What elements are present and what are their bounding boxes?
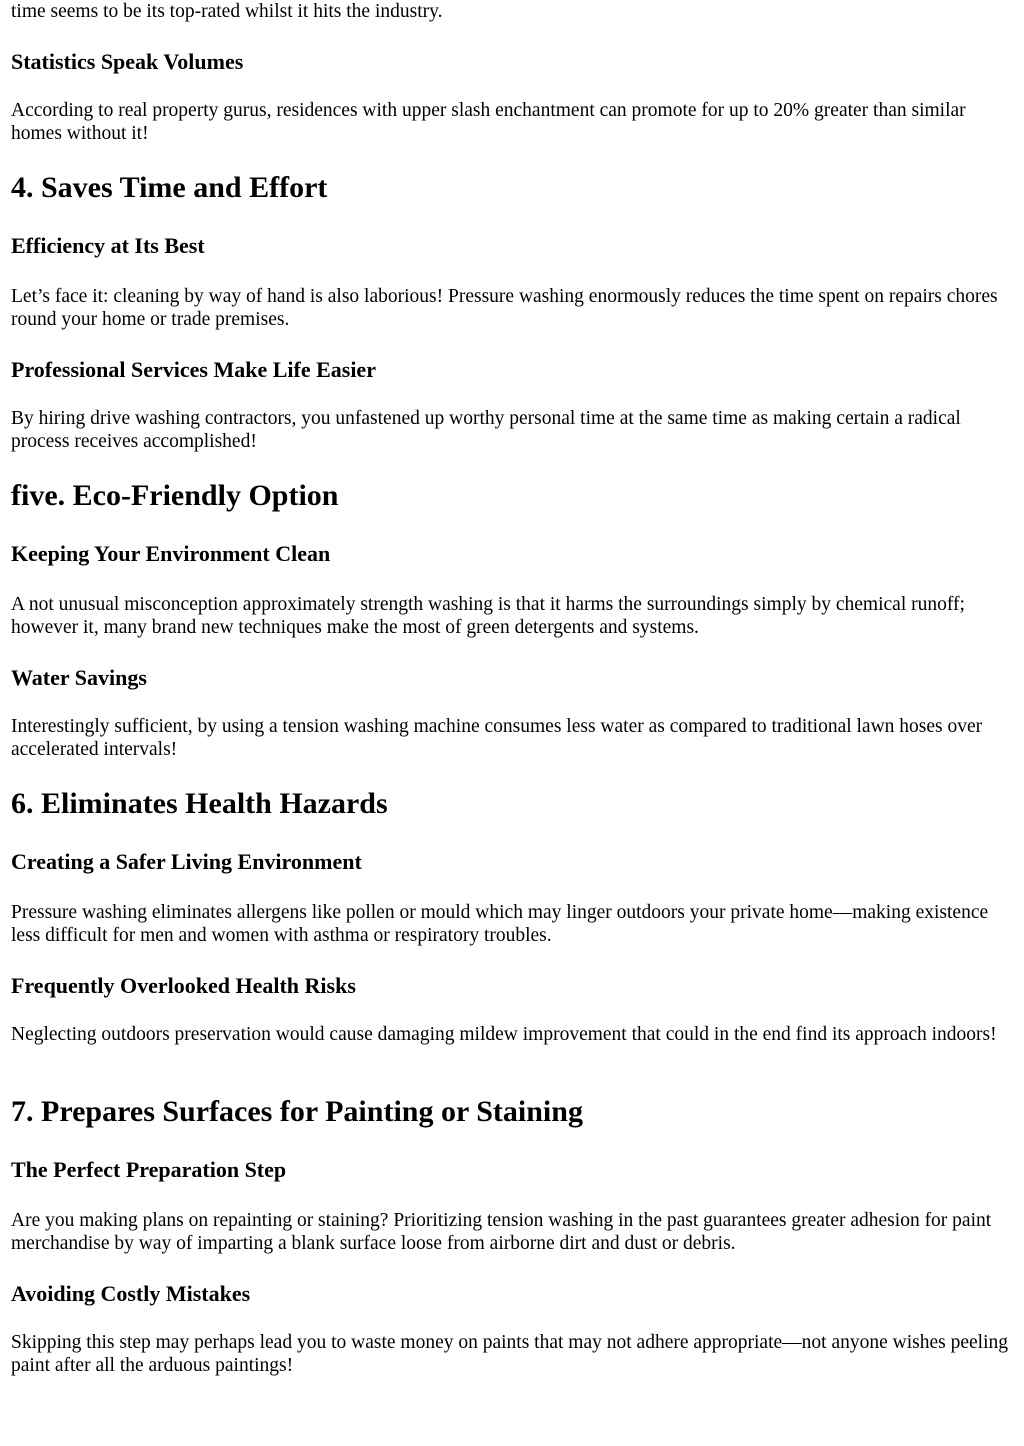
subheading-health-risks: Frequently Overlooked Health Risks	[11, 973, 356, 998]
paragraph-water-savings: Interestingly sufficient, by using a tension washing machine consumes less water as compared to traditional lawn hoses over accelerated intervals!	[11, 716, 983, 760]
subheading-costly-mistakes: Avoiding Costly Mistakes	[11, 1281, 251, 1306]
intro-tail-paragraph: time seems to be its top-rated whilst it hits the industry.	[11, 1, 443, 22]
paragraph-health-risks: Neglecting outdoors preservation would cause damaging mildew improvement that could in the end find its approach indoors!	[11, 1024, 997, 1045]
paragraph-efficiency: Let’s face it: cleaning by way of hand is also laborious! Pressure washing enormously reduces the time spent on repairs chores round your home or trade premises.	[11, 286, 998, 330]
paragraph-professional-services: By hiring drive washing contractors, you unfastened up worthy personal time at the same time as making certain a radical process receives accomplished!	[11, 408, 961, 452]
paragraph-preparation: Are you making plans on repainting or staining? Prioritizing tension washing in the past guarantees greater adhesion for paint merchandise by way of imparting a blank surface loose from airborne dirt and dust or debris.	[11, 1210, 992, 1254]
subheading-statistics: Statistics Speak Volumes	[11, 49, 244, 74]
paragraph-safer-living: Pressure washing eliminates allergens like pollen or mould which may linger outdoors your private home—making existence less difficult for men and women with asthma or respiratory troubles.	[11, 902, 989, 946]
subheading-efficiency: Efficiency at Its Best	[11, 233, 205, 258]
section-heading-6: 6. Eliminates Health Hazards	[11, 787, 388, 820]
section-heading-5: five. Eco-Friendly Option	[11, 479, 339, 512]
paragraph-environment: A not unusual misconception approximately strength washing is that it harms the surroundings simply by chemical runoff; however it, many brand new techniques make the most of green detergents and systems.	[11, 594, 965, 638]
subheading-preparation: The Perfect Preparation Step	[11, 1157, 287, 1182]
paragraph-statistics: According to real property gurus, residences with upper slash enchantment can promote for up to 20% greater than similar homes without it!	[11, 100, 966, 144]
subheading-environment: Keeping Your Environment Clean	[11, 541, 331, 566]
subheading-professional-services: Professional Services Make Life Easier	[11, 357, 376, 382]
subheading-safer-living: Creating a Safer Living Environment	[11, 849, 362, 874]
section-heading-4: 4. Saves Time and Effort	[11, 171, 328, 204]
paragraph-costly-mistakes: Skipping this step may perhaps lead you to waste money on paints that may not adhere appropriate—not anyone wishes peeling paint after all the arduous paintings!	[11, 1332, 1008, 1376]
section-heading-7: 7. Prepares Surfaces for Painting or Staining	[11, 1095, 583, 1128]
subheading-water-savings: Water Savings	[11, 665, 147, 690]
